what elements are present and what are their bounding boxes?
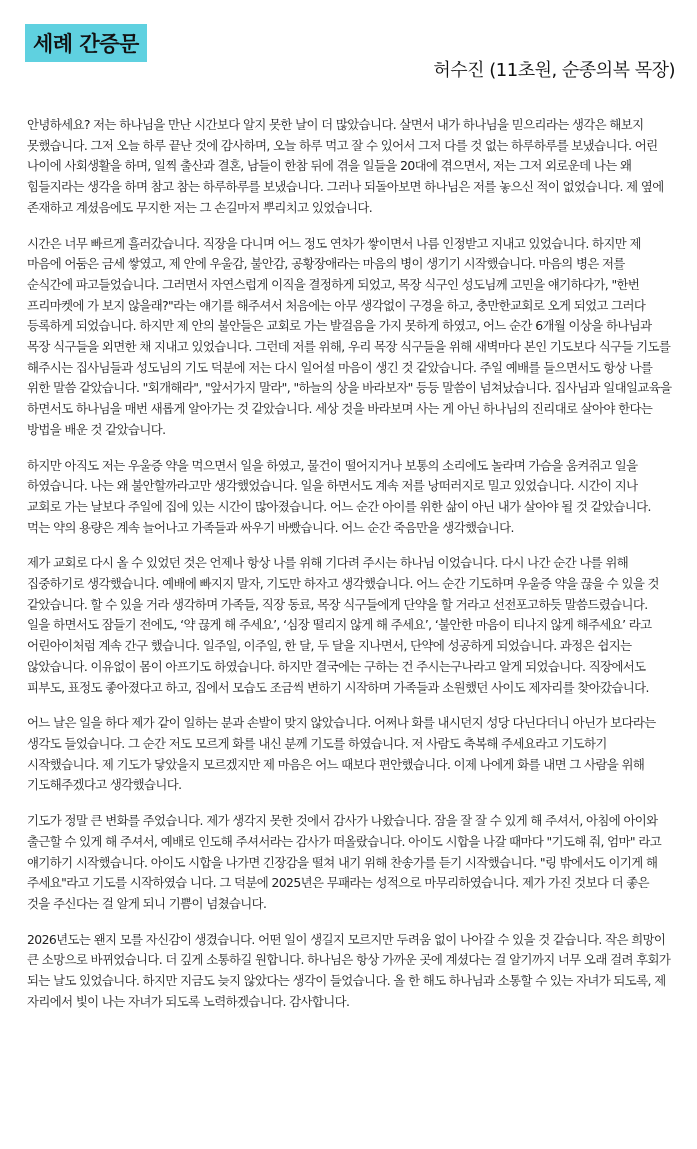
page-title: 세례 간증문 bbox=[25, 24, 147, 62]
author-line: 허수진 (11초원, 순종의복 목장) bbox=[433, 60, 675, 81]
paragraph-5: 어느 날은 일을 하다 제가 같이 일하는 분과 손발이 맞지 않았습니다. 어쩌나 화를 내시던지 성당 다닌다더니 아닌가 보다라는 생각도 들었습니다. 그 순간 저도 모르게 화를 내신 분께 기도를 하였습니다. 저 사람도 축복해 주세요라고 기도하기 시작했습니다. 제 기도가 닿았을지 모르겠지만 제 마음은 어느 때보다 편안했습니다. 이제 나에게 화를 내면 그 사람을 위해 기도해주겠다고 생각했습니다. bbox=[27, 715, 656, 793]
paragraph-7: 2026년도는 왠지 모를 자신감이 생겼습니다. 어떤 일이 생길지 모르지만 두려움 없이 나아갈 수 있을 것 같습니다. 작은 희망이 큰 소망으로 바뀌었습니다. 더 깊게 소통하길 원합니다. 하나님은 항상 가까운 곳에 계셨다는 걸 알기까지 너무 오래 걸려 후회가 되는 날도 있었습니다. 하지만 지금도 늦지 않았다는 생각이 들었습니다. 올 한 해도 하나님과 소통할 수 있는 자녀가 되도록, 제 자리에서 빛이 나는 자녀가 되도록 노력하겠습니다. 감사합니다. bbox=[27, 931, 671, 1009]
testimony-body bbox=[27, 115, 672, 1027]
paragraph-1: 안녕하세요? 저는 하나님을 만난 시간보다 알지 못한 날이 더 많았습니다. 살면서 내가 하나님을 믿으리라는 생각은 해보지 못했습니다. 그저 오늘 하루 끝난 것에 감사하며, 오늘 하루 먹고 잘 수 있어서 그저 다를 것 없는 하루하루를 보냈습니다. 어린 나이에 사회생활을 하며, 일찍 출산과 결혼, 남들이 한참 뒤에 겪을 일들을 20대에 겪으면서, 저는 그저 외로운데 나는 왜 힘들지라는 생각을 하며 참고 참는 하루하루를 보냈습니다. 그러나 되돌아보면 하나님은 저를 놓으신 적이 없었습니다. 제 옆에 존재하고 계셨음에도 무지한 저는 그 손길마저 뿌리치고 있었습니다. bbox=[27, 117, 664, 215]
paragraph-3: 하지만 아직도 저는 우울증 약을 먹으면서 일을 하였고, 물건이 떨어지거나 보통의 소리에도 놀라며 가슴을 움켜쥐고 일을 하였습니다. 나는 왜 불안할까라고만 생각했었습니다. 일을 하면서도 계속 저를 낭떠러지로 밀고 있었습니다. 시간이 지나 교회로 가는 날보다 주일에 집에 있는 시간이 많아졌습니다. 어느 순간 아이를 위한 삶이 아닌 내가 살아야 될 것 같았습니다. 먹는 약의 용량은 계속 늘어나고 가족들과 싸우기 바빴습니다. 어느 순간 죽음만을 생각했습니다. bbox=[27, 457, 651, 535]
paragraph-4: 제가 교회로 다시 올 수 있었던 것은 언제나 항상 나를 위해 기다려 주시는 하나님 이었습니다. 다시 나간 순간 나를 위해 집중하기로 생각했습니다. 예배에 빠지지 말자, 기도만 하자고 생각했습니다. 어느 순간 기도하며 우울증 약을 끊을 수 있을 것 같았습니다. 할 수 있을 거라 생각하며 가족들, 직장 동료, 목장 식구들에게 단약을 할 거라고 선전포고하듯 말씀드렸습니다. 일을 하면서도 잠들기 전에도, ‘약 끊게 해 주세요’, ‘심장 떨리지 않게 해 주세요’, ‘불안한 마음이 티나지 않게 해주세요’ 라고 어린아이처럼 계속 간구 했습니다. 일주일, 이주일, 한 달, 두 달을 지나면서, 단약에 성공하게 되었습니다. 과정은 쉽지는 않았습니다. 이유없이 몸이 아프기도 하였습니다. 하지만 결국에는 구하는 건 주시는구나라고 알게 되었습니다. 직장에서도 피부도, 표정도 좋아졌다고 하고, 집에서 모습도 조금씩 변하기 시작하며 가족들과 소원했던 사이도 제자리를 찾아갔습니다. bbox=[27, 555, 659, 695]
paragraph-2: 시간은 너무 빠르게 흘러갔습니다. 직장을 다니며 어느 정도 연차가 쌓이면서 나름 인정받고 지내고 있었습니다. 하지만 제 마음에 어둠은 금세 쌓였고, 제 안에 우울감, 불안감, 공황장애라는 마음의 병이 생기기 시작했습니다. 마음의 병은 저를 순식간에 파고들었습니다. 그러면서 자연스럽게 이직을 결정하게 되었고, 목장 식구인 성도님께 고민을 얘기하다가, "한번 프리마켓에 가 보지 않을래?"라는 얘기를 해주셔서 처음에는 아무 생각없이 구경을 하고, 충만한교회로 오게 되었고 그러다 등록하게 되었습니다. 하지만 제 안의 불안들은 교회로 가는 발걸음을 가지 못하게 하였고, 어느 순간 6개월 이상을 하나님과 목장 식구들을 외면한 채 지내고 있었습니다. 그런데 저를 위해, 우리 목장 식구들을 위해 새벽마다 본인 기도보다 식구들 기도를 해주시는 집사님들과 성도님의 기도 덕분에 저는 다시 일어설 마음이 생긴 것 같았습니다. 주일 예배를 들으면서도 항상 나를 위한 말씀 같았습니다. "회개해라", "앞서가지 말라", "하늘의 상을 바라보자" 등등 말씀이 넘쳐났습니다. 집사님과 일대일교육을 하면서도 하나님을 매번 새롭게 알아가는 것 같았습니다. 세상 것을 바라보며 사는 게 아닌 하나님의 진리대로 살아야 한다는 방법을 배운 것 같았습니다. bbox=[27, 235, 672, 437]
paragraph-6: 기도가 정말 큰 변화를 주었습니다. 제가 생각지 못한 것에서 감사가 나왔습니다. 잠을 잘 잘 수 있게 해 주셔서, 아침에 아이와 출근할 수 있게 해 주셔서, 예배로 인도해 주셔서라는 감사가 떠올랐습니다. 아이도 시합을 나갈 때마다 "기도해 줘, 엄마" 라고 얘기하기 시작했습니다. 아이도 시합을 나가면 긴장감을 떨쳐 내기 위해 찬송가를 듣기 시작했습니다. "링 밖에서도 이기게 해 주세요"라고 기도를 시작하였습 니다. 그 덕분에 2025년은 무패라는 성적으로 마무리하였습니다. 제가 가진 것보다 더 좋은 것을 주신다는 걸 알게 되니 기쁨이 넘쳤습니다. bbox=[27, 813, 662, 911]
